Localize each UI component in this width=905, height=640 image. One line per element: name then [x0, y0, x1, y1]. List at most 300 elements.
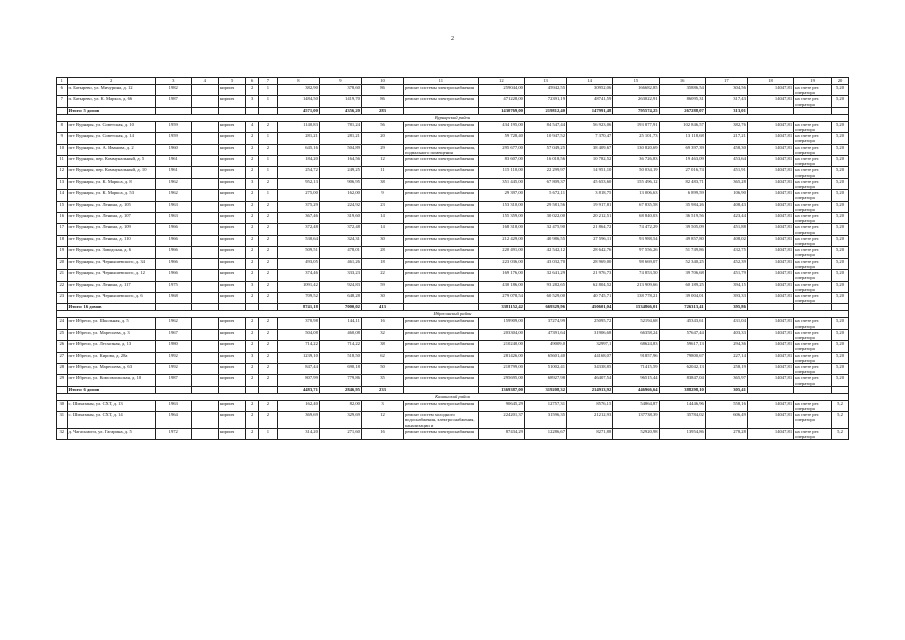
- table-row: [57, 85, 849, 96]
- table-cell: кирпич: [218, 178, 245, 189]
- table-cell: ремонт системы электроснабжения: [404, 428, 479, 439]
- table-cell: 14047,81: [747, 428, 793, 439]
- table-cell: [191, 190, 218, 201]
- table-cell: 2: [258, 258, 277, 269]
- table-cell: на счете рег. оператора: [794, 281, 832, 292]
- table-cell: 2: [246, 167, 259, 178]
- table-cell: 6: [57, 85, 68, 96]
- table-cell: 51 749,86: [659, 247, 705, 258]
- table-cell: 3: [246, 352, 259, 363]
- table-cell: кирпич: [218, 292, 245, 303]
- table-cell: 74 853,50: [613, 270, 659, 281]
- table-cell: 62 804,52: [567, 281, 613, 292]
- table-cell: 169 176,00: [478, 270, 524, 281]
- table-cell: 2: [258, 329, 277, 340]
- table-cell: 2: [258, 224, 277, 235]
- table-cell: пгт Вурнары, ул. Советская, д. 14: [67, 133, 155, 144]
- table-cell: д. Чагасьмоги, ул. Гагарина, д. 5: [67, 428, 155, 439]
- table-cell: 267288,07: [659, 107, 705, 114]
- table-cell: 395,86: [705, 304, 747, 311]
- table-cell: 382,90: [277, 85, 319, 96]
- table-cell: 32 475,90: [524, 224, 566, 235]
- table-cell: 408,43: [705, 201, 747, 212]
- table-cell: 2: [258, 270, 277, 281]
- table-cell: на счете рег. оператора: [794, 224, 832, 235]
- table-cell: 29: [361, 144, 403, 155]
- table-row: [57, 292, 849, 303]
- table-cell: 493,05: [277, 258, 319, 269]
- table-cell: 29: [57, 375, 68, 386]
- table-cell: 13954,86: [659, 428, 705, 439]
- table-cell: 2: [246, 235, 259, 246]
- table-cell: [191, 270, 218, 281]
- table-cell: 52920,98: [613, 428, 659, 439]
- table-cell: пгт Вурнары, ул. Ленина, д. 107: [67, 213, 155, 224]
- table-cell: 203304,00: [478, 329, 524, 340]
- table-cell: [191, 235, 218, 246]
- table-cell: 952,13: [277, 178, 319, 189]
- table-cell: 19 463,09: [659, 156, 705, 167]
- table-cell: 102 846,57: [659, 121, 705, 132]
- table-cell: 14047,81: [747, 156, 793, 167]
- table-cell: 423,44: [705, 213, 747, 224]
- table-cell: 14047,81: [747, 85, 793, 96]
- table-cell: 14047,81: [747, 258, 793, 269]
- table-cell: 7 370,47: [567, 133, 613, 144]
- table-cell: 12286,67: [524, 428, 566, 439]
- table-cell: 14047,81: [747, 201, 793, 212]
- table-cell: 504,89: [319, 144, 361, 155]
- table-cell: 67 809,37: [524, 178, 566, 189]
- table-cell: [191, 304, 218, 311]
- table-cell: [832, 386, 849, 393]
- table-cell: 5,20: [832, 341, 849, 352]
- table-cell: 52194,68: [613, 318, 659, 329]
- table-cell: 97 556,26: [613, 247, 659, 258]
- table-cell: 2: [246, 270, 259, 281]
- table-cell: 62042,13: [659, 363, 705, 374]
- table-cell: ремонт системы электроснабжения: [404, 318, 479, 329]
- table-cell: пгт Ибреси, ул. Маресьева, д. 3: [67, 329, 155, 340]
- table-cell: 460,08: [319, 329, 361, 340]
- table-cell: ремонт системы электроснабжения: [404, 156, 479, 167]
- table-row: [57, 363, 849, 374]
- table-cell: [191, 85, 218, 96]
- table-cell: пгт Вурнары, ул. Чернышевского, д. 12: [67, 270, 155, 281]
- table-cell: на счете рег. оператора: [794, 247, 832, 258]
- table-cell: 5,20: [832, 144, 849, 155]
- table-cell: 1: [258, 133, 277, 144]
- table-cell: 17: [57, 224, 68, 235]
- table-cell: 781,24: [319, 121, 361, 132]
- table-cell: пгт Вурнары, ул. Чернышевского, д. 34: [67, 258, 155, 269]
- table-cell: [191, 144, 218, 155]
- district-name: Канашский район: [57, 393, 849, 400]
- table-cell: на счете рег. оператора: [794, 190, 832, 201]
- table-cell: 5,20: [832, 121, 849, 132]
- table-cell: 2: [258, 352, 277, 363]
- table-cell: 46407,54: [567, 375, 613, 386]
- table-cell: на счете рег. оператора: [794, 363, 832, 374]
- table-cell: 1975: [155, 281, 191, 292]
- table-row: [57, 247, 849, 258]
- table-cell: 5,20: [832, 133, 849, 144]
- table-cell: 40 986,55: [524, 235, 566, 246]
- table-cell: 3 818,75: [567, 190, 613, 201]
- table-cell: 1: [258, 96, 277, 107]
- table-cell: 47391,64: [524, 329, 566, 340]
- table-cell: 451,79: [705, 270, 747, 281]
- table-row: [57, 352, 849, 363]
- table-cell: 382,76: [705, 121, 747, 132]
- table-cell: 14047,81: [747, 224, 793, 235]
- table-row: [57, 235, 849, 246]
- table-cell: ремонт системы электроснабжения: [404, 270, 479, 281]
- table-cell: 210240,00: [478, 341, 524, 352]
- table-cell: 38: [361, 178, 403, 189]
- table-cell: 43 032,70: [524, 258, 566, 269]
- table-cell: 1960: [155, 144, 191, 155]
- table-cell: 2: [246, 247, 259, 258]
- table-cell: 5,2: [832, 428, 849, 439]
- table-cell: 21: [57, 270, 68, 281]
- table-cell: 1992: [155, 352, 191, 363]
- table-cell: 317,43: [705, 96, 747, 107]
- table-cell: 451,91: [705, 167, 747, 178]
- table-cell: 669329,96: [524, 304, 566, 311]
- table-cell: [191, 133, 218, 144]
- table-cell: 4356,20: [319, 107, 361, 114]
- table-cell: 365,97: [705, 375, 747, 386]
- table-cell: 32: [57, 428, 68, 439]
- table-cell: 193 877,91: [613, 121, 659, 132]
- table-cell: 478,01: [319, 247, 361, 258]
- table-cell: 606,49: [705, 412, 747, 429]
- table-cell: 14047,81: [747, 281, 793, 292]
- table-cell: 314,20: [277, 428, 319, 439]
- table-cell: 12: [361, 156, 403, 167]
- table-row: [57, 121, 849, 132]
- table-cell: [191, 178, 218, 189]
- table-cell: 29 397,00: [478, 190, 524, 201]
- table-cell: [191, 96, 218, 107]
- table-cell: 39 706,68: [659, 270, 705, 281]
- table-cell: 281,21: [277, 133, 319, 144]
- table-cell: Итого: 5 домов: [67, 107, 155, 114]
- table-cell: на счете рег. оператора: [794, 235, 832, 246]
- table-cell: 3: [246, 96, 259, 107]
- table-cell: 5,20: [832, 178, 849, 189]
- table-cell: 1963: [155, 213, 191, 224]
- table-cell: 14: [361, 224, 403, 235]
- table-cell: 690,18: [319, 363, 361, 374]
- table-cell: 69 397,39: [659, 144, 705, 155]
- table-cell: 4571,00: [277, 107, 319, 114]
- table-cell: 432,75: [705, 247, 747, 258]
- table-cell: ремонт системы электроснабжения: [404, 85, 479, 96]
- table-cell: кирпич: [218, 329, 245, 340]
- table-cell: кирпич: [218, 121, 245, 132]
- table-cell: 5,20: [832, 224, 849, 235]
- column-number-cell: 1: [57, 78, 68, 85]
- table-cell: 14047,81: [747, 178, 793, 189]
- table-cell: на счете рег. оператора: [794, 144, 832, 155]
- column-number-cell: 13: [524, 78, 566, 85]
- table-cell: [191, 213, 218, 224]
- table-cell: 5,20: [832, 363, 849, 374]
- table-cell: 21 864,72: [567, 224, 613, 235]
- table-cell: ремонт системы электроснабжения: [404, 292, 479, 303]
- table-cell: 3381152,42: [478, 304, 524, 311]
- table-cell: 60 189,25: [659, 281, 705, 292]
- table-row: [57, 190, 849, 201]
- table-cell: 34338,85: [567, 363, 613, 374]
- column-number-cell: 19: [794, 78, 832, 85]
- table-cell: [191, 121, 218, 132]
- table-cell: 54864,87: [613, 400, 659, 411]
- table-cell: 56: [361, 121, 403, 132]
- table-cell: 283: [361, 107, 403, 114]
- table-cell: 217,21: [705, 133, 747, 144]
- table-cell: [404, 386, 479, 393]
- table-cell: 847,44: [277, 363, 319, 374]
- table-cell: [155, 386, 191, 393]
- table-cell: 14047,81: [747, 96, 793, 107]
- table-cell: пгт Вурнары, ул. Ленина, д. 105: [67, 201, 155, 212]
- table-cell: пгт Вурнары, пер. Коммунальный, д. 10: [67, 167, 155, 178]
- table-cell: на счете рег. оператора: [794, 121, 832, 132]
- table-cell: 18: [57, 235, 68, 246]
- table-cell: 2: [258, 213, 277, 224]
- table-cell: на счете рег. оператора: [794, 201, 832, 212]
- table-cell: 2: [258, 400, 277, 411]
- table-body: [57, 78, 849, 440]
- table-cell: 36 519,56: [659, 213, 705, 224]
- table-cell: 18: [361, 258, 403, 269]
- table-cell: 14047,81: [747, 235, 793, 246]
- table-cell: 21 976,73: [567, 270, 613, 281]
- table-cell: [747, 107, 793, 114]
- table-cell: 14 951,10: [567, 167, 613, 178]
- table-cell: 1369387,00: [478, 386, 524, 393]
- table-cell: 8576,15: [567, 400, 613, 411]
- table-cell: 807,99: [277, 375, 319, 386]
- table-cell: 12: [361, 412, 403, 429]
- table-cell: 93 988,54: [613, 235, 659, 246]
- table-cell: 1987: [155, 96, 191, 107]
- table-cell: 2: [246, 224, 259, 235]
- column-number-cell: 15: [613, 78, 659, 85]
- table-cell: 1: [258, 190, 277, 201]
- table-cell: 351 445,00: [478, 178, 524, 189]
- table-cell: 1239,10: [277, 352, 319, 363]
- table-cell: пгт Ибреси, ул. Кирова, д. 28а: [67, 352, 155, 363]
- table-cell: 168 318,00: [478, 224, 524, 235]
- table-cell: 14047,81: [747, 412, 793, 429]
- table-cell: 38: [361, 341, 403, 352]
- table-cell: 458,30: [705, 144, 747, 155]
- column-numbers-row: [57, 78, 849, 85]
- table-cell: Итого: 6 домов: [67, 386, 155, 393]
- total-row: [57, 386, 849, 393]
- table-cell: 32 641,29: [524, 270, 566, 281]
- table-cell: 2: [246, 341, 259, 352]
- table-cell: ремонт системы электроснабжения: [404, 190, 479, 201]
- table-cell: 20 212,51: [567, 213, 613, 224]
- table-cell: кирпич: [218, 258, 245, 269]
- table-cell: [57, 304, 68, 311]
- table-cell: ремонт системы электроснабжения: [404, 341, 479, 352]
- table-cell: 14047,81: [747, 247, 793, 258]
- table-cell: 2: [258, 235, 277, 246]
- table-cell: 9: [57, 133, 68, 144]
- table-cell: 709,52: [277, 292, 319, 303]
- table-cell: ремонт системы электроснабжения: [404, 258, 479, 269]
- table-cell: [191, 352, 218, 363]
- table-cell: 60 529,00: [524, 292, 566, 303]
- table-cell: 26: [57, 341, 68, 352]
- table-cell: на счете рег. оператора: [794, 85, 832, 96]
- table-cell: 67 835,58: [613, 201, 659, 212]
- table-cell: 1966: [155, 258, 191, 269]
- table-cell: кирпич: [218, 201, 245, 212]
- district-name: Ибресинский район: [57, 311, 849, 318]
- table-cell: на счете рег. оператора: [794, 178, 832, 189]
- table-cell: ремонт системы электроснабжения: [404, 167, 479, 178]
- table-cell: 2: [258, 247, 277, 258]
- table-cell: ремонт систем холодного водоснабжения, электроснабжения, канализации и: [404, 412, 479, 429]
- table-cell: [191, 292, 218, 303]
- table-row: [57, 156, 849, 167]
- table-cell: 375,29: [277, 201, 319, 212]
- table-cell: 10: [57, 144, 68, 155]
- table-cell: 5,20: [832, 167, 849, 178]
- table-cell: п. Батырево, ул. К. Маркса, д. 66: [67, 96, 155, 107]
- table-cell: 5,20: [832, 156, 849, 167]
- table-cell: [404, 304, 479, 311]
- table-cell: пгт Ибреси, ул. Лесхозная, д. 13: [67, 341, 155, 352]
- table-row: [57, 167, 849, 178]
- table-cell: 24: [57, 318, 68, 329]
- table-cell: [155, 304, 191, 311]
- table-cell: 14047,81: [747, 270, 793, 281]
- table-cell: на счете рег. оператора: [794, 258, 832, 269]
- column-number-cell: 16: [659, 78, 705, 85]
- table-cell: 137738,39: [613, 412, 659, 429]
- table-cell: 212 429,00: [478, 235, 524, 246]
- table-cell: 16: [361, 428, 403, 439]
- table-cell: 1966: [155, 247, 191, 258]
- table-cell: 2846,95: [319, 386, 361, 393]
- table-cell: 714,22: [319, 341, 361, 352]
- table-cell: [258, 386, 277, 393]
- table-cell: кирпич: [218, 85, 245, 96]
- table-cell: пгт Ибреси, ул. Комсомольская, д. 10: [67, 375, 155, 386]
- table-cell: 333,23: [319, 270, 361, 281]
- table-cell: на счете рег. оператора: [794, 352, 832, 363]
- table-cell: 648,28: [319, 292, 361, 303]
- table-cell: 23: [361, 201, 403, 212]
- table-cell: 153 310,00: [478, 201, 524, 212]
- table-cell: 369,69: [277, 412, 319, 429]
- table-cell: 370,98: [277, 318, 319, 329]
- table-cell: 51002,41: [524, 363, 566, 374]
- table-cell: 1992: [155, 363, 191, 374]
- table-cell: 93 282,65: [524, 281, 566, 292]
- table-cell: кирпич: [218, 412, 245, 429]
- table-cell: 72391,19: [524, 96, 566, 107]
- table-cell: 5,20: [832, 213, 849, 224]
- table-cell: [794, 304, 832, 311]
- table-cell: 13: [57, 178, 68, 189]
- table-cell: 223 036,00: [478, 258, 524, 269]
- table-cell: 16: [57, 213, 68, 224]
- table-cell: ремонт системы электроснабжения: [404, 329, 479, 340]
- table-cell: 27 596,11: [567, 235, 613, 246]
- table-cell: 14: [361, 213, 403, 224]
- table-cell: 3: [246, 178, 259, 189]
- table-cell: на счете рег. оператора: [794, 96, 832, 107]
- column-number-cell: 7: [258, 78, 277, 85]
- column-number-cell: 11: [404, 78, 479, 85]
- table-cell: 9: [361, 190, 403, 201]
- table-cell: на счете рег. оператора: [794, 156, 832, 167]
- table-cell: 14: [57, 190, 68, 201]
- table-cell: 372,48: [319, 224, 361, 235]
- table-cell: 219812,40: [524, 107, 566, 114]
- table-cell: 378,60: [319, 85, 361, 96]
- table-cell: 162,40: [277, 400, 319, 411]
- table-cell: кирпич: [218, 96, 245, 107]
- table-cell: 1: [258, 156, 277, 167]
- table-cell: 19: [57, 247, 68, 258]
- table-cell: 305,41: [705, 386, 747, 393]
- table-cell: 184,20: [277, 156, 319, 167]
- table-cell: 14446,96: [659, 400, 705, 411]
- table-cell: 30 022,00: [524, 213, 566, 224]
- table-cell: пгт Вурнары, ул. Заводская, д. 6: [67, 247, 155, 258]
- table-row: [57, 201, 849, 212]
- table-cell: 138 778,21: [613, 292, 659, 303]
- table-cell: 23: [57, 292, 68, 303]
- table-cell: 233: [361, 386, 403, 393]
- table-cell: 224,92: [319, 201, 361, 212]
- table-row: [57, 375, 849, 386]
- table-cell: 28: [361, 247, 403, 258]
- table-cell: 2: [258, 318, 277, 329]
- table-cell: 35: [361, 375, 403, 386]
- table-cell: 504,08: [277, 329, 319, 340]
- table-cell: 1140,83: [277, 121, 319, 132]
- table-cell: 1959: [155, 133, 191, 144]
- table-cell: 403,33: [705, 329, 747, 340]
- table-cell: ремонт системы электроснабжения: [404, 400, 479, 411]
- table-cell: 8271,88: [567, 428, 613, 439]
- table-cell: 166682,85: [613, 85, 659, 96]
- table-cell: 374,46: [277, 270, 319, 281]
- table-cell: 2: [246, 329, 259, 340]
- table-cell: 28: [57, 363, 68, 374]
- table-cell: ремонт системы электроснабжения: [404, 247, 479, 258]
- table-cell: 39 505,09: [659, 224, 705, 235]
- table-cell: 558,16: [705, 400, 747, 411]
- table-cell: кирпич: [218, 213, 245, 224]
- table-cell: 5,20: [832, 247, 849, 258]
- column-number-cell: 9: [319, 78, 361, 85]
- table-cell: 393,33: [705, 292, 747, 303]
- table-cell: 1966: [155, 235, 191, 246]
- table-cell: 14047,81: [747, 318, 793, 329]
